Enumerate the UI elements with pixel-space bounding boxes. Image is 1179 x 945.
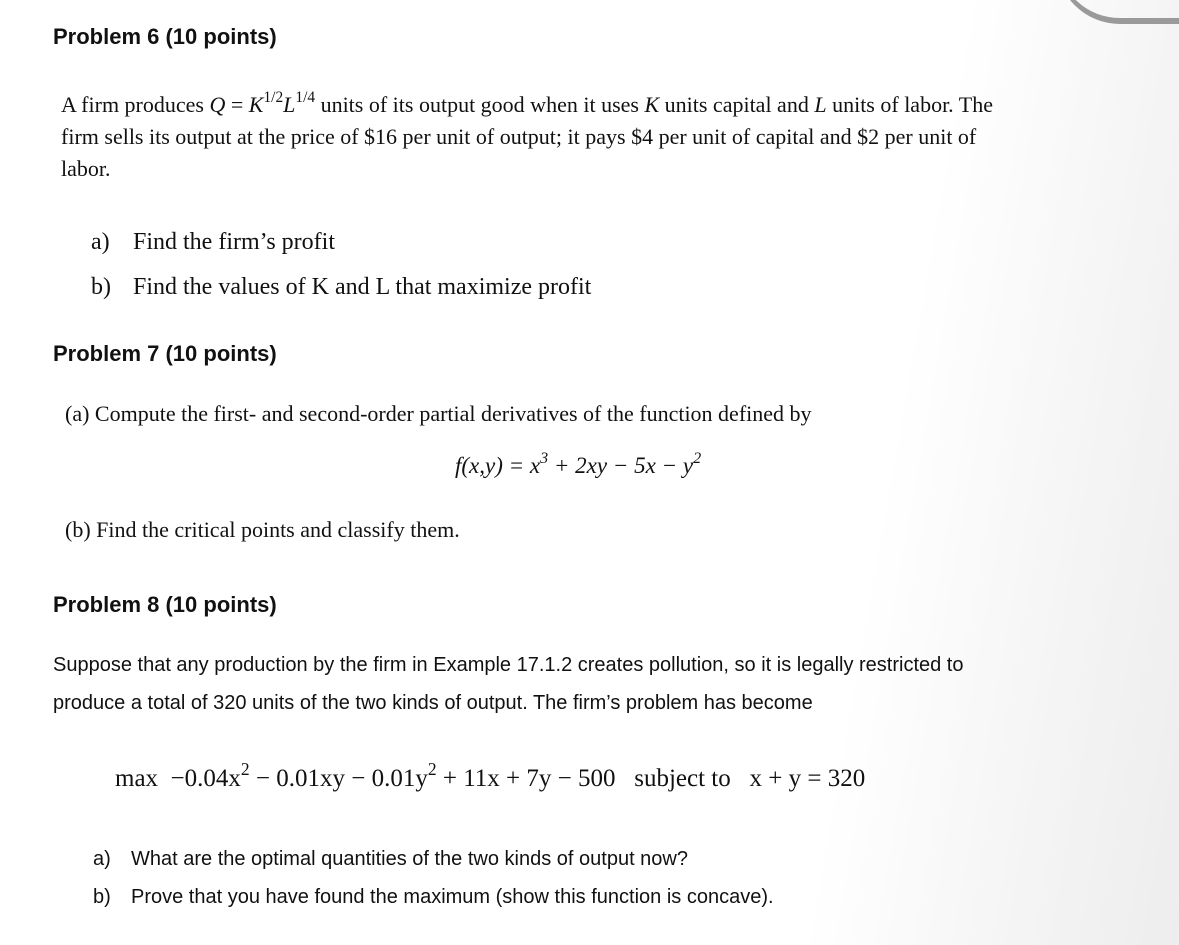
objective-term-1: −0.04x	[170, 765, 241, 792]
problem-6-heading: Problem 6 (10 points)	[53, 24, 277, 49]
part-a-text: Compute the first- and second-order partial derivatives of the function defined by	[94, 401, 812, 426]
formula-l: L	[283, 92, 296, 117]
objective-exp-1: 2	[240, 758, 250, 779]
objective-max: max	[115, 765, 159, 792]
formula-k: K	[248, 92, 264, 117]
function-mid: + 2xy − 5x − y	[548, 453, 694, 478]
formula-l-exponent: 1/4	[295, 89, 316, 107]
function-lhs: f(x,y) = x	[455, 453, 541, 478]
objective-exp-2: 2	[427, 758, 437, 779]
problem-7-heading: Problem 7 (10 points)	[53, 341, 277, 366]
intro-end: units of labor. The	[826, 92, 993, 117]
problem-8-heading: Problem 8 (10 points)	[53, 592, 277, 617]
list-item-label: a)	[93, 848, 111, 870]
problem-8-objective	[115, 758, 866, 793]
formula-k-exponent: 1/2	[263, 89, 284, 107]
list-item-text: Find the values of K and L that maximize profit	[133, 274, 592, 300]
problem-6-item-b	[91, 274, 591, 301]
function-exp-1: 3	[540, 449, 549, 467]
problem-6-intro-line2: firm sells its output at the price of $16 per unit of output; it pays $4 per unit of capital and $2 per unit of	[61, 124, 977, 149]
intro-mid: units of its output good when it uses	[315, 92, 645, 117]
intro-pre: A firm produces	[61, 92, 210, 117]
formula-q: Q	[209, 92, 226, 117]
part-a-label: (a)	[65, 401, 90, 426]
problem-8-text-line1: Suppose that any production by the firm in Example 17.1.2 creates pollution, so it is legally restricted to	[53, 654, 964, 676]
list-item-label: b)	[91, 274, 111, 300]
problem-7-part-a	[65, 401, 812, 427]
problem-8-text-line2: produce a total of 320 units of the two kinds of output. The firm’s problem has become	[53, 692, 813, 714]
list-item-label: b)	[93, 886, 111, 908]
part-b-label: (b)	[65, 517, 91, 542]
function-exp-2: 2	[693, 449, 702, 467]
page-corner-decoration	[1056, 0, 1179, 24]
problem-6-intro-line3: labor.	[61, 156, 111, 181]
objective-term-3: + 11x + 7y − 500	[436, 765, 616, 792]
list-item-text: Find the firm’s profit	[133, 229, 335, 255]
objective-constraint: x + y = 320	[749, 765, 866, 792]
intro-mid2: units capital and	[659, 92, 815, 117]
objective-subject-to: subject to	[634, 765, 731, 792]
problem-6-intro-line1	[61, 89, 993, 121]
problem-7-part-b	[65, 517, 460, 543]
list-item-text: What are the optimal quantities of the two kinds of output now?	[131, 848, 688, 870]
list-item-label: a)	[91, 229, 110, 255]
objective-term-2: − 0.01xy − 0.01y	[249, 765, 428, 792]
var-l: L	[814, 92, 827, 117]
problem-6-item-a	[91, 229, 335, 256]
var-k: K	[644, 92, 660, 117]
problem-8-item-a	[93, 848, 688, 871]
formula-eq: =	[225, 92, 249, 117]
problem-7-function	[455, 449, 702, 479]
part-b-text: Find the critical points and classify them.	[96, 517, 460, 542]
list-item-text: Prove that you have found the maximum (show this function is concave).	[131, 886, 774, 908]
problem-8-item-b	[93, 886, 774, 909]
